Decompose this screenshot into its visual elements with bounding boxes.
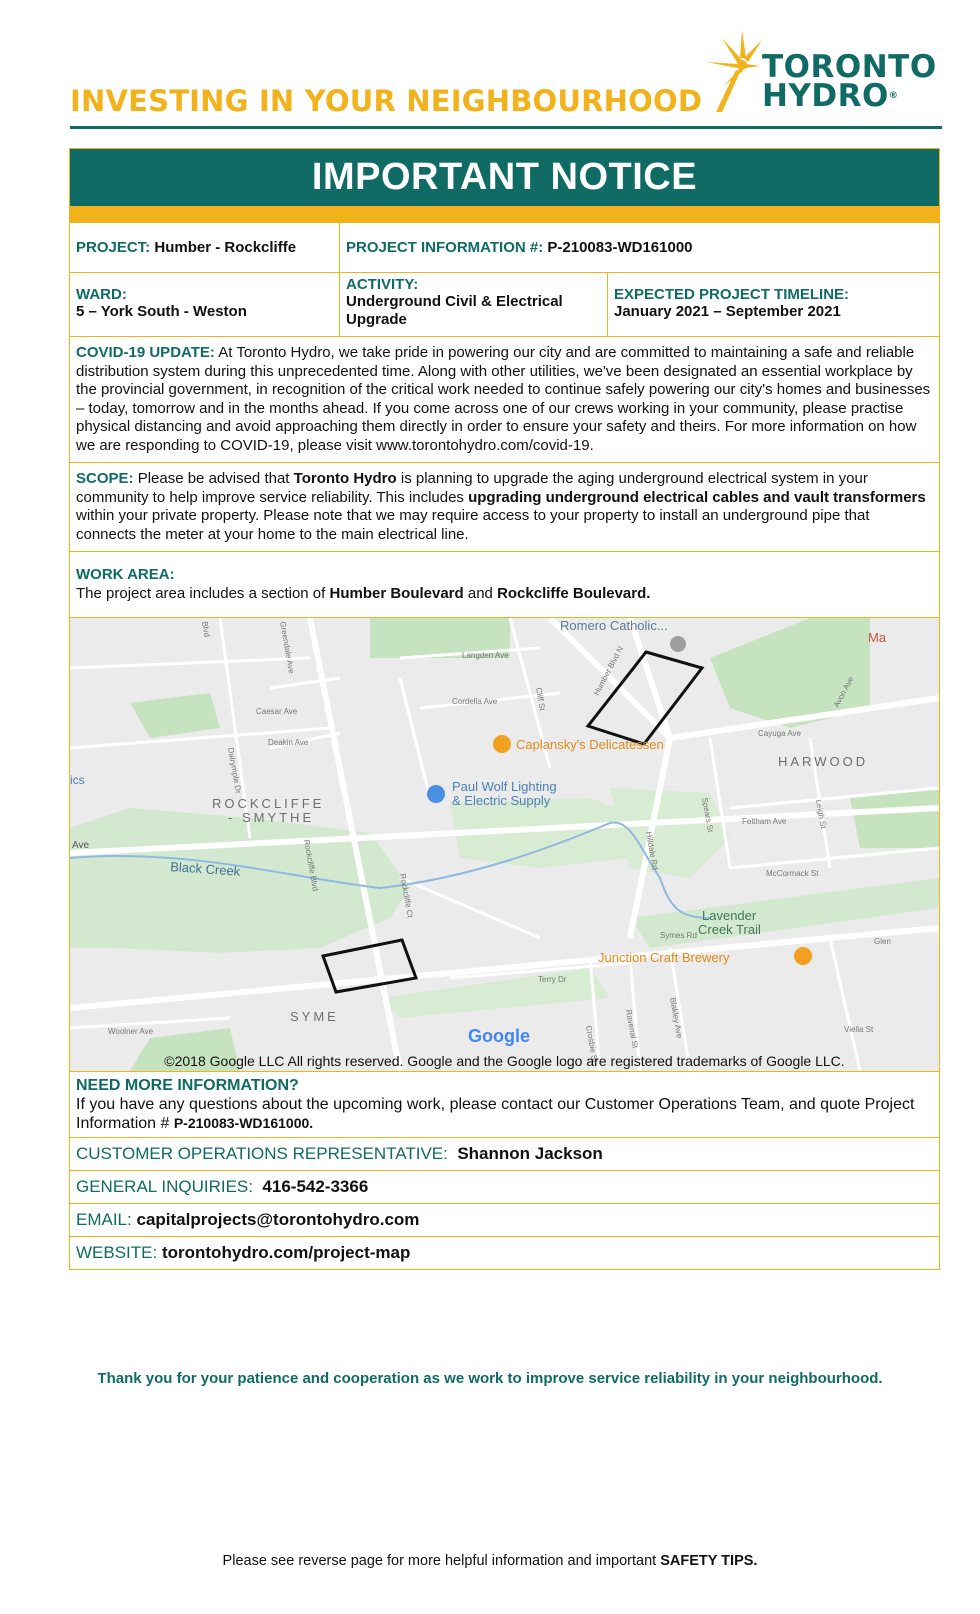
website-value[interactable]: torontohydro.com/project-map	[161, 1243, 411, 1262]
map-label-black-creek: Black Creek	[169, 859, 241, 879]
rep-value: Shannon Jackson	[457, 1144, 603, 1163]
map-label-syme: SYME	[290, 1009, 339, 1024]
header-rule	[70, 126, 942, 129]
scope-text-3: within your private property. Please note that we may require access to your property to install an underground pipe that connects the meter at your home to the main electrical line.	[76, 507, 870, 543]
toronto-hydro-logo	[700, 20, 950, 120]
map-label-lavender-2: Creek Trail	[698, 922, 761, 937]
header-tagline: INVESTING IN YOUR NEIGHBOURHOOD	[70, 84, 703, 118]
logo-line2: HYDRO	[762, 78, 889, 114]
covid-section	[70, 336, 939, 462]
map-label-rockcliffe-1: ROCKCLIFFE	[212, 796, 325, 811]
map-label-rockcliffe-2: - SMYTHE	[228, 810, 315, 825]
scope-label: SCOPE:	[76, 470, 134, 487]
more-info-code: P-210083-WD161000.	[173, 1115, 314, 1131]
activity-cell	[339, 273, 607, 336]
more-info-text: If you have any questions about the upcoming work, please contact our Customer Operations Team, and quote Project Information #	[76, 1096, 915, 1132]
email-value[interactable]: capitalprojects@torontohydro.com	[136, 1210, 420, 1229]
work-area-section	[70, 551, 939, 617]
more-info-section	[70, 1071, 939, 1137]
timeline-label: EXPECTED PROJECT TIMELINE:	[614, 286, 850, 303]
map-label-harwood: HARWOOD	[778, 754, 869, 769]
street-crosbie: Crosbie St	[584, 1024, 600, 1064]
street-langden: Langden Ave	[462, 651, 509, 660]
street-avon: Avon Ave	[831, 675, 856, 709]
footer-thanks: Thank you for your patience and cooperation as we work to improve service reliability in your neighbourhood.	[97, 1370, 883, 1387]
map-caption: ©2018 Google LLC All rights reserved. Google and the Google logo are registered trademarks of Google LLC.	[164, 1053, 845, 1069]
ward-value: 5 – York South - Weston	[76, 303, 247, 320]
footer-note-bold: SAFETY TIPS.	[660, 1553, 758, 1569]
street-feltham: Feltham Ave	[742, 817, 787, 826]
street-ravenal: Ravenal St	[624, 1008, 640, 1049]
footer-note-text: Please see reverse page for more helpful information and important	[222, 1553, 657, 1569]
website-row	[70, 1236, 939, 1269]
ward-label: WARD:	[76, 286, 127, 303]
map-label-junction: Junction Craft Brewery	[598, 950, 730, 965]
inquiries-row	[70, 1170, 939, 1203]
street-terry: Terry Dr	[538, 975, 567, 984]
map-label-caplansky: Caplansky's Delicatessen	[516, 737, 664, 752]
street-symes: Symes Rd	[660, 931, 697, 940]
project-row	[70, 222, 939, 272]
street-cayuga: Cayuga Ave	[758, 729, 801, 738]
map-label-paul-wolf-2: & Electric Supply	[452, 793, 551, 808]
scope-bold-2: upgrading underground electrical cables and vault transformers	[468, 488, 926, 506]
yellow-divider	[70, 206, 939, 222]
rep-row	[70, 1137, 939, 1170]
project-info-cell	[339, 223, 939, 272]
street-greendale: Greendale Ave	[278, 620, 297, 675]
work-text-1: The project area includes a section of	[76, 584, 326, 602]
notice-box	[69, 148, 940, 1270]
street-glen: Glen	[874, 937, 891, 946]
website-label: WEBSITE:	[76, 1243, 158, 1262]
logo-line1: TORONTO	[762, 49, 937, 85]
street-woolner: Woolner Ave	[108, 1027, 154, 1036]
street-leigh: Leigh St	[814, 798, 828, 830]
map-label-paul-wolf-1: Paul Wolf Lighting	[452, 779, 557, 794]
rep-label: CUSTOMER OPERATIONS REPRESENTATIVE:	[76, 1144, 448, 1163]
project-info-label: PROJECT INFORMATION #:	[346, 239, 544, 256]
inquiries-value[interactable]: 416-542-3366	[262, 1177, 369, 1196]
email-row	[70, 1203, 939, 1236]
street-hilldale: Hilldale Rd	[644, 830, 660, 871]
street-mccormack: McCormack St	[766, 869, 819, 878]
notice-title: IMPORTANT NOTICE	[70, 149, 939, 206]
street-viella: Viella St	[844, 1025, 874, 1034]
street-cordella: Cordella Ave	[452, 697, 498, 706]
map-label-lavender-1: Lavender	[702, 908, 757, 923]
scope-bold-1: Toronto Hydro	[293, 470, 397, 487]
map-graphic	[70, 618, 939, 1071]
map-label-ave: Ave	[72, 840, 90, 851]
footer-note	[0, 1553, 980, 1569]
covid-label: COVID-19 UPDATE:	[76, 344, 215, 361]
project-cell	[70, 233, 339, 262]
scope-section	[70, 462, 939, 551]
street-spears: Spears St	[700, 796, 715, 833]
street-rockcliffe-blvd: Rockcliffe Blvd	[302, 838, 320, 892]
street-deakin: Deakin Ave	[268, 738, 309, 747]
details-row	[70, 272, 939, 336]
covid-text: At Toronto Hydro, we take pride in powering our city and are committed to maintaining a safe and reliable distribution system during this unprecedented time. Along with other utilities, we've been designated an essential workplace by the provincial government, in recognition of the critical work needed to continue safely powering our city's homes and businesses – today, tomorrow and in the months ahead. If you come across one of our crews working in your community, please practise physical distancing and avoid approaching them directly in order to ensure your safety and theirs. For more information on how we are responding to COVID-19, please visit www.torontohydro.com/covid-19.	[76, 344, 931, 454]
timeline-value: January 2021 – September 2021	[614, 303, 841, 320]
timeline-cell	[607, 273, 939, 336]
street-humber-blvd: Humber Blvd N	[591, 644, 626, 697]
work-bold-2: Rockcliffe Boulevard.	[497, 584, 651, 602]
registered-mark: ®	[888, 91, 899, 101]
more-info-label: NEED MORE INFORMATION?	[76, 1077, 299, 1094]
project-info-value: P-210083-WD161000	[547, 239, 693, 256]
street-rockcliffe-ct: Rockcliffe Ct	[398, 872, 415, 919]
ward-cell	[70, 273, 339, 336]
scope-text-1: Please be advised that	[137, 470, 290, 487]
map-label-romero: Romero Catholic...	[560, 618, 668, 633]
work-area-map[interactable]	[70, 617, 939, 1071]
activity-value: Underground Civil & Electrical Upgrade	[346, 293, 563, 328]
street-blakley: Blakley Ave	[668, 996, 685, 1039]
map-label-google: Google	[468, 1026, 530, 1046]
street-caesar: Caesar Ave	[256, 707, 298, 716]
map-label-ma: Ma	[868, 630, 887, 645]
email-label: EMAIL:	[76, 1210, 132, 1229]
project-label: PROJECT:	[76, 239, 151, 256]
work-bold-1: Humber Boulevard	[329, 584, 464, 602]
project-value: Humber - Rockcliffe	[154, 239, 297, 256]
map-label-ics: ics	[70, 773, 85, 787]
work-area-label: WORK AREA:	[76, 566, 175, 583]
street-blvd: Blvd	[200, 620, 212, 638]
scope-text-2: is planning to upgrade the aging underground electrical system in your community to help improve service reliability. This includes	[76, 470, 868, 506]
activity-label: ACTIVITY:	[346, 276, 419, 293]
street-cliff: Cliff St	[534, 686, 547, 712]
work-text-2: and	[467, 584, 493, 602]
street-dalrymple: Dalrymple Dr	[226, 746, 243, 795]
inquiries-label: GENERAL INQUIRIES:	[76, 1177, 253, 1196]
